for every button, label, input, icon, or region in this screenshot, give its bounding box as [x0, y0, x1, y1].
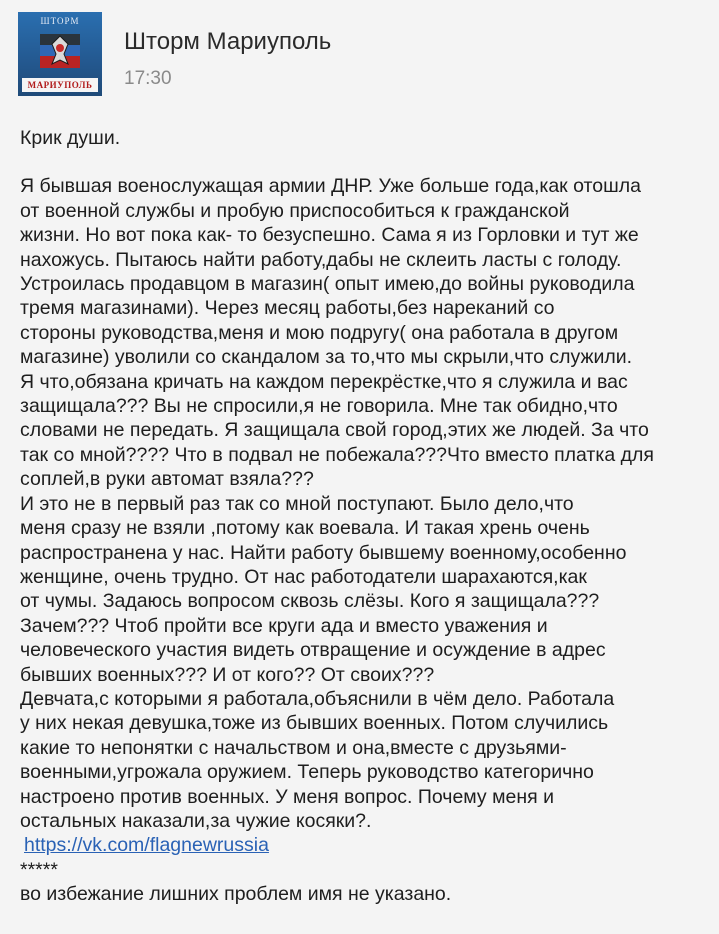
- post-text-line: от чумы. Задаюсь вопросом сквозь слёзы. Кого я защищала???: [20, 590, 600, 613]
- post-text-line: какие то непонятки с начальством и она,вместе с друзьями-: [20, 736, 567, 759]
- post-link[interactable]: https://vk.com/flagnewrussia: [24, 834, 269, 857]
- post-text-line: Я бывшая военослужащая армии ДНР. Уже больше года,как отошла: [20, 175, 641, 198]
- post-text-line: тремя магазинами). Через месяц работы,без нареканий со: [20, 297, 555, 320]
- post-text-line: настроено против военных. У меня вопрос. Почему меня и: [20, 785, 554, 808]
- paragraph-gap: [20, 150, 710, 174]
- stars-separator: *****: [20, 858, 58, 881]
- post-text-line: соплей,в руки автомат взяла???: [20, 468, 314, 491]
- post-header: [18, 12, 698, 96]
- post-text-line: стороны руководства,меня и мою подругу( она работала в другом: [20, 321, 619, 344]
- post-text-line: защищала??? Вы не спросили,я не говорила. Мне так обидно,что: [20, 395, 618, 418]
- post-time[interactable]: 17:30: [124, 68, 172, 89]
- post-text-line: распространена у нас. Найти работу бывшему военному,особенно: [20, 541, 627, 564]
- post-text-line: остальных наказали,за чужие косяки?.: [20, 809, 372, 832]
- post-text-line: И это не в первый раз так со мной поступают. Было дело,что: [20, 492, 574, 515]
- emblem-icon: [30, 28, 90, 78]
- post-text-line: человеческого участия видеть отвращение и осуждение в адрес: [20, 639, 606, 662]
- post-text-line: Зачем??? Чтоб пройти все круги ада и вместо уважения и: [20, 614, 548, 637]
- post-title: Крик души.: [20, 127, 121, 149]
- post-text-line: женщине, очень трудно. От нас работодатели шарахаются,как: [20, 565, 587, 588]
- post-text-line: магазине) уволили со скандалом за то,что мы скрыли,что служили.: [20, 346, 633, 369]
- avatar[interactable]: [18, 12, 102, 96]
- post-text-line: так со мной???? Что в подвал не побежала???Что вместо платка для: [20, 443, 654, 466]
- post-text-line: военными,угрожала оружием. Теперь руководство категорично: [20, 761, 594, 784]
- author-name[interactable]: Шторм Мариуполь: [124, 28, 332, 55]
- avatar-bottom-label: МАРИУПОЛЬ: [22, 78, 98, 92]
- post-text-line: жизни. Но вот пока как- то безуспешно. Сама я из Горловки и тут же: [20, 224, 639, 247]
- post-text-line: Девчата,с которыми я работала,объяснили в чём дело. Работала: [20, 687, 615, 710]
- post-text-line: Я что,обязана кричать на каждом перекрёстке,что я служила и вас: [20, 370, 628, 393]
- post-body: [20, 126, 710, 907]
- post-text-line: бывших военных??? И от кого?? От своих???: [20, 663, 435, 686]
- post-text-line: от военной службы и пробую приспособиться к гражданской: [20, 199, 570, 222]
- avatar-top-label: ШТОРМ: [40, 16, 80, 26]
- post-text-line: словами не передать. Я защищала свой город,этих же людей. За что: [20, 419, 649, 442]
- post-text-line: нахожусь. Пытаюсь найти работу,дабы не склеить ласты с голоду.: [20, 248, 622, 271]
- post-text: [20, 174, 710, 833]
- post-text-line: Устроилась продавцом в магазин( опыт имею,до войны руководила: [20, 273, 635, 296]
- post-footer-note: во избежание лишних проблем имя не указано.: [20, 883, 452, 906]
- post-text-line: меня сразу не взяли ,потому как воевала. И такая хрень очень: [20, 517, 590, 540]
- post-text-line: у них некая девушка,тоже из бывших военных. Потом случились: [20, 712, 609, 735]
